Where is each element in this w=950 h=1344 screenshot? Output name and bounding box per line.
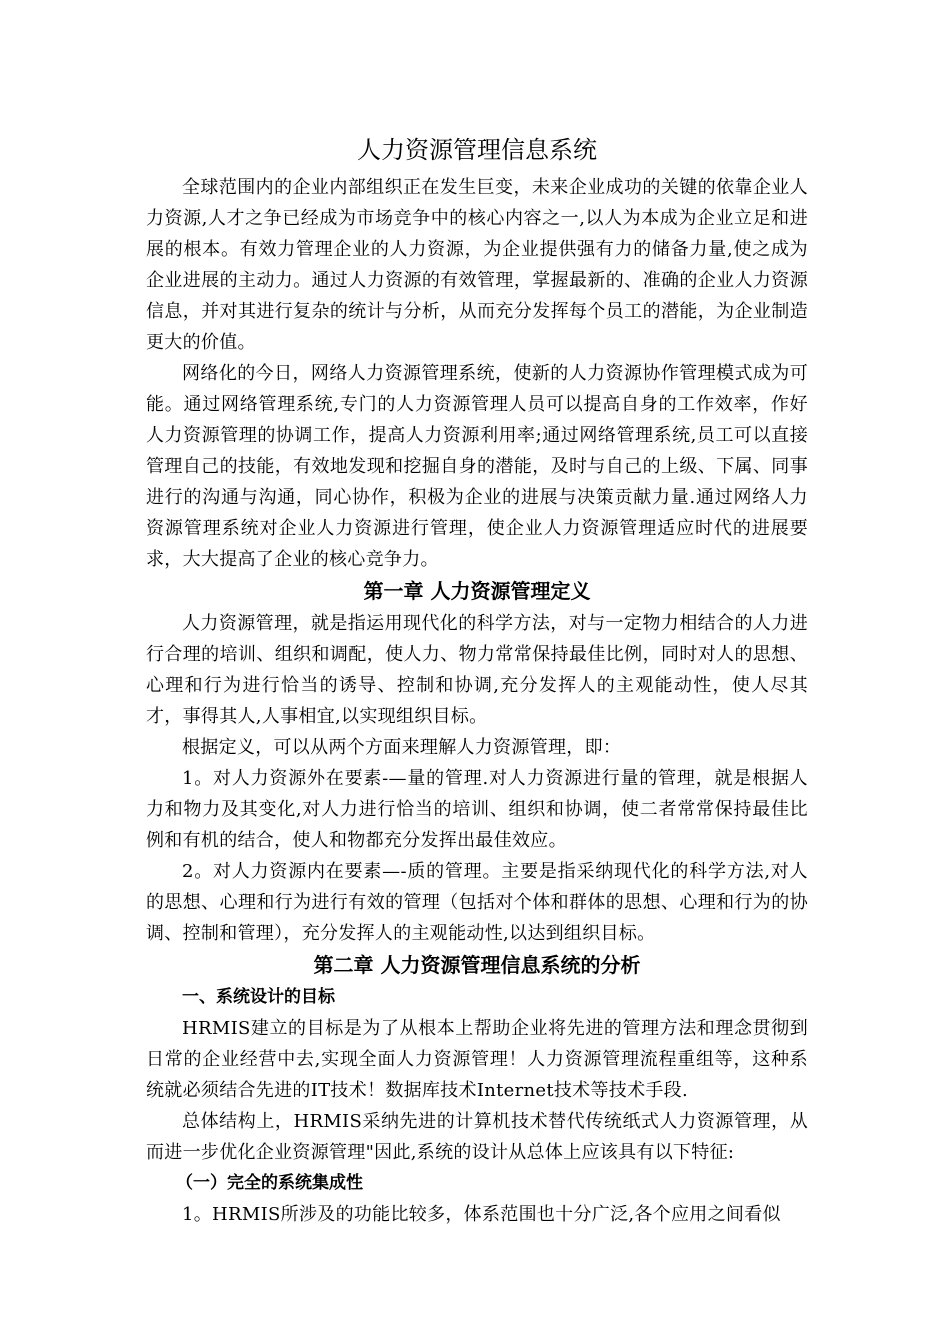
chapter-2-heading: 第二章 人力资源管理信息系统的分析 (313, 953, 641, 977)
section-1-heading: 一、系统设计的目标 (182, 987, 335, 1007)
chapter-1-heading: 第一章 人力资源管理定义 (363, 579, 591, 603)
intro-paragraph-1: 全球范围内的企业内部组织正在发生巨变，未来企业成功的关键的依靠企业人力资源,人才之争已经成为市场竞争中的核心内容之一,以人为本成为企业立足和进展的根本。有效力管理企业的人力资源，为企业提供强有力的储备力量,使之成为企业进展的主动力。通过人力资源的有效管理，掌握最新的、准确的企业人力资源信息，并对其进行复杂的统计与分析，从而充分发挥每个员工的潜能，为企业制造更大的价值。 (146, 177, 808, 353)
section-1-paragraph-1: HRMIS建立的目标是为了从根本上帮助企业将先进的管理方法和理念贯彻到日常的企业经营中去,实现全面人力资源管理！人力资源管理流程重组等，这种系统就必须结合先进的IT技术！数据库技术Internet技术等技术手段. (146, 1018, 808, 1101)
chapter-1-paragraph-4: 2。对人力资源内在要素—-质的管理。主要是指采纳现代化的科学方法,对人的思想、心理和行为进行有效的管理（包括对个体和群体的思想、心理和行为的协调、控制和管理），充分发挥人的主观能动性,以达到组织目标。 (146, 861, 808, 944)
chapter-1-paragraph-1: 人力资源管理，就是指运用现代化的科学方法，对与一定物力相结合的人力进行合理的培训、组织和调配，使人力、物力常常保持最佳比例，同时对人的思想、心理和行为进行恰当的诱导、控制和协调,充分发挥人的主观能动性，使人尽其才，事得其人,人事相宜,以实现组织目标。 (146, 613, 808, 727)
chapter-1-paragraph-2: 根据定义，可以从两个方面来理解人力资源管理，即： (182, 737, 622, 758)
chapter-1-paragraph-3: 1。对人力资源外在要素-—量的管理.对人力资源进行量的管理，就是根据人力和物力及其变化,对人力进行恰当的培训、组织和协调，使二者常常保持最佳比例和有机的结合，使人和物都充分发挥出最佳效应。 (146, 768, 808, 851)
section-1-paragraph-2: 总体结构上，HRMIS采纳先进的计算机技术替代传统纸式人力资源管理，从而进一步优化企业资源管理"因此,系统的设计从总体上应该具有以下特征: (146, 1111, 808, 1163)
subsection-1-heading: （一）完全的系统集成性 (176, 1173, 363, 1193)
intro-paragraph-2: 网络化的今日，网络人力资源管理系统，使新的人力资源协作管理模式成为可能。通过网络管理系统,专门的人力资源管理人员可以提高自身的工作效率，作好人力资源管理的协调工作，提高人力资源利用率;通过网络管理系统,员工可以直接管理自己的技能，有效地发现和挖掘自身的潜能，及时与自己的上级、下属、同事进行的沟通与沟通，同心协作，积极为企业的进展与决策贡献力量.通过网络人力资源管理系统对企业人力资源进行管理，使企业人力资源管理适应时代的进展要求，大大提高了企业的核心竞争力。 (146, 363, 808, 570)
subsection-1-paragraph-1: 1。HRMIS所涉及的功能比较多，体系范围也十分广泛,各个应用之间看似 (182, 1204, 781, 1225)
document-body (146, 128, 808, 1230)
document-title: 人力资源管理信息系统 (357, 136, 597, 164)
